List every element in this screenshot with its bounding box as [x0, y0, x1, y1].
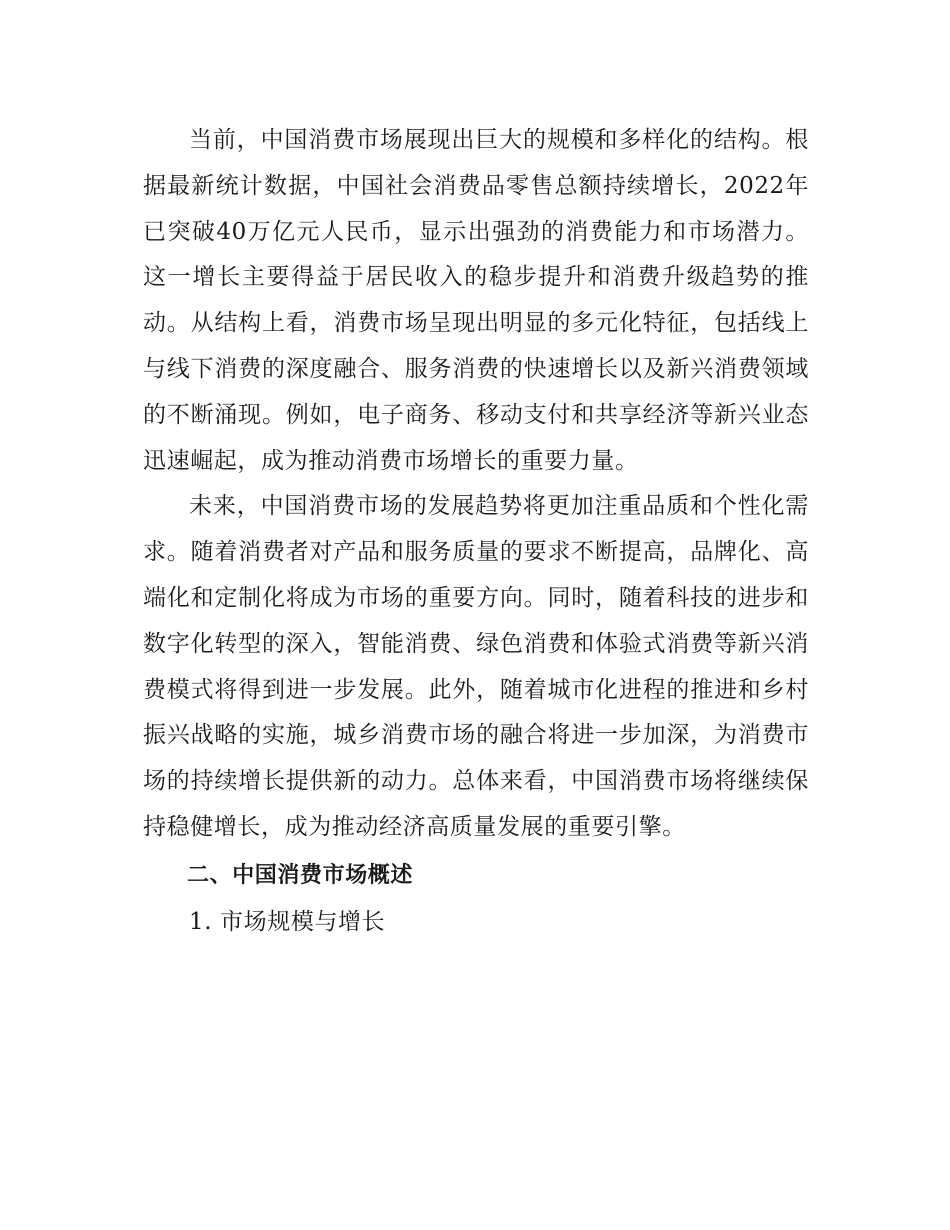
document-body — [143, 118, 809, 945]
section-heading: 二、中国消费市场概述 — [187, 862, 414, 888]
body-paragraph-2: 未来，中国消费市场的发展趋势将更加注重品质和个性化需求。随着消费者对产品和服务质量的要求不断提高，品牌化、高端化和定制化将成为市场的重要方向。同时，随着科技的进步和数字化转型的深入，智能消费、绿色消费和体验式消费等新兴消费模式将得到进一步发展。此外，随着城市化进程的推进和乡村振兴战略的实施，城乡消费市场的融合将进一步加深，为消费市场的持续增长提供新的动力。总体来看，中国消费市场将继续保持稳健增长，成为推动经济高质量发展的重要引擎。 — [143, 493, 809, 840]
body-paragraph-1: 当前，中国消费市场展现出巨大的规模和多样化的结构。根据最新统计数据，中国社会消费品零售总额持续增长，2022年已突破40万亿元人民币，显示出强劲的消费能力和市场潜力。这一增长主要得益于居民收入的稳步提升和消费升级趋势的推动。从结构上看，消费市场呈现出明显的多元化特征，包括线上与线下消费的深度融合、服务消费的快速增长以及新兴消费领域的不断涌现。例如，电子商务、移动支付和共享经济等新兴业态迅速崛起，成为推动消费市场增长的重要力量。 — [143, 127, 809, 474]
subsection-heading: 1. 市场规模与增长 — [189, 908, 386, 935]
